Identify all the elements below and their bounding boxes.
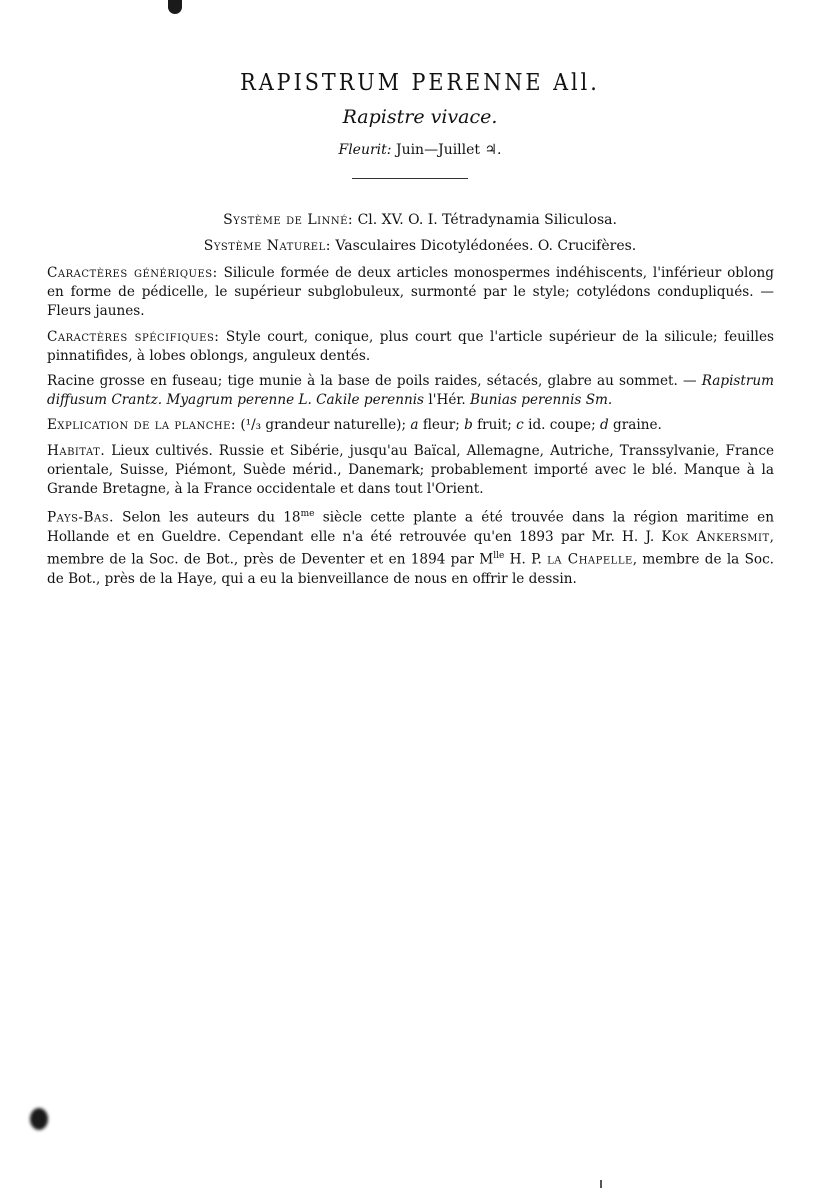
synonym-list-1: Rapistrum diffusum Crantz. Myagrum perenne L. Cakile perennis [47, 373, 775, 409]
generic-characters-paragraph [47, 264, 774, 322]
habitat-text: Lieux cultivés. Russie et Sibérie, jusqu'au Baïcal, Allemagne, Autriche, Transsylvanie, France orientale, Suisse, Piémont, Suède mérid., Danemark; probablement importé avec le blé. Manque à la Grande Bretagne, à la France occidentale et dans tout l'Orient. [47, 442, 775, 498]
netherlands-text-2: siècle cette plante a été trouvée dans la région maritime en Hollande et en Gueldre. Cependant elle n'a été retrouvée qu'en 1893 par Mr. H. J. [47, 509, 774, 545]
specific-characters-paragraph [47, 328, 774, 366]
flowering-value: Juin—Juillet ♃. [395, 142, 502, 158]
plate-label: Explication de la planche: [47, 417, 236, 434]
netherlands-superscript-2: lle [493, 551, 505, 562]
natural-value: Vasculaires Dicotylédonées. O. Crucifères. [335, 238, 637, 254]
natural-label: Système Naturel: [203, 238, 331, 254]
synonym-author: l'Hér. [428, 392, 466, 409]
collector-name-2: la Chapelle [547, 551, 633, 568]
ink-blot-top [168, 0, 182, 14]
plate-d-letter: d [600, 417, 609, 434]
page-title: RAPISTRUM PERENNE All. [240, 70, 600, 96]
plate-b-letter: b [464, 417, 473, 434]
plate-c-text: id. coupe; [528, 417, 596, 434]
plate-a-letter: a [410, 417, 419, 434]
description-body [47, 264, 774, 595]
natural-system-line [0, 238, 840, 254]
netherlands-text-3: , membre de la Soc. de Bot., près de Deventer et en 1894 par M [47, 528, 774, 568]
netherlands-text-1: Selon les auteurs du 18 [122, 509, 301, 526]
netherlands-text-4: H. P. [509, 551, 542, 568]
linne-system-line [0, 212, 840, 228]
specific-label: Caractères spécifiques: [47, 328, 220, 345]
linne-label: Système de Linné: [223, 212, 354, 228]
netherlands-text-5: , membre de la Soc. de Bot., près de la Haye, qui a eu la bienveillance de nous en offrir le dessin. [47, 551, 775, 587]
generic-text: Silicule formée de deux articles monospermes indéhiscents, l'inférieur oblong en forme de pédicelle, le supérieur subglobuleux, surmonté par le style; cotylédons condupliqués. — Fleurs jaunes. [47, 265, 775, 320]
root-text: Racine grosse en fuseau; tige munie à la base de poils raides, sétacés, glabre au sommet. — [47, 373, 697, 390]
page-mark [600, 1180, 602, 1188]
netherlands-paragraph [47, 505, 774, 589]
title-divider [352, 178, 468, 179]
specific-text: Style court, conique, plus court que l'article supérieur de la silicule; feuilles pinnatifides, à lobes oblongs, anguleux dentés. [47, 328, 774, 364]
plate-text: (¹/₃ grandeur naturelle); [240, 417, 407, 434]
plate-a-text: fleur; [422, 417, 460, 434]
ink-blot-bottom [30, 1108, 48, 1130]
habitat-paragraph [47, 442, 774, 500]
netherlands-superscript-1: me [300, 509, 315, 520]
plate-c-letter: c [516, 417, 524, 434]
linne-value: Cl. XV. O. I. Tétradynamia Siliculosa. [357, 212, 617, 228]
synonym-list-2: Bunias perennis Sm. [470, 392, 613, 409]
flowering-label: Fleurit: [338, 142, 392, 158]
habitat-label: Habitat. [47, 442, 106, 459]
plate-d-text: graine. [613, 417, 662, 434]
flowering-line [0, 142, 840, 158]
root-paragraph [47, 372, 774, 410]
plate-explanation-paragraph [47, 416, 774, 435]
page-subtitle: Rapistre vivace. [342, 106, 498, 128]
plate-b-text: fruit; [477, 417, 512, 434]
generic-label: Caractères génériques: [47, 265, 218, 281]
collector-name-1: Kok Ankersmit [661, 528, 770, 545]
netherlands-label: Pays-Bas. [47, 509, 114, 526]
